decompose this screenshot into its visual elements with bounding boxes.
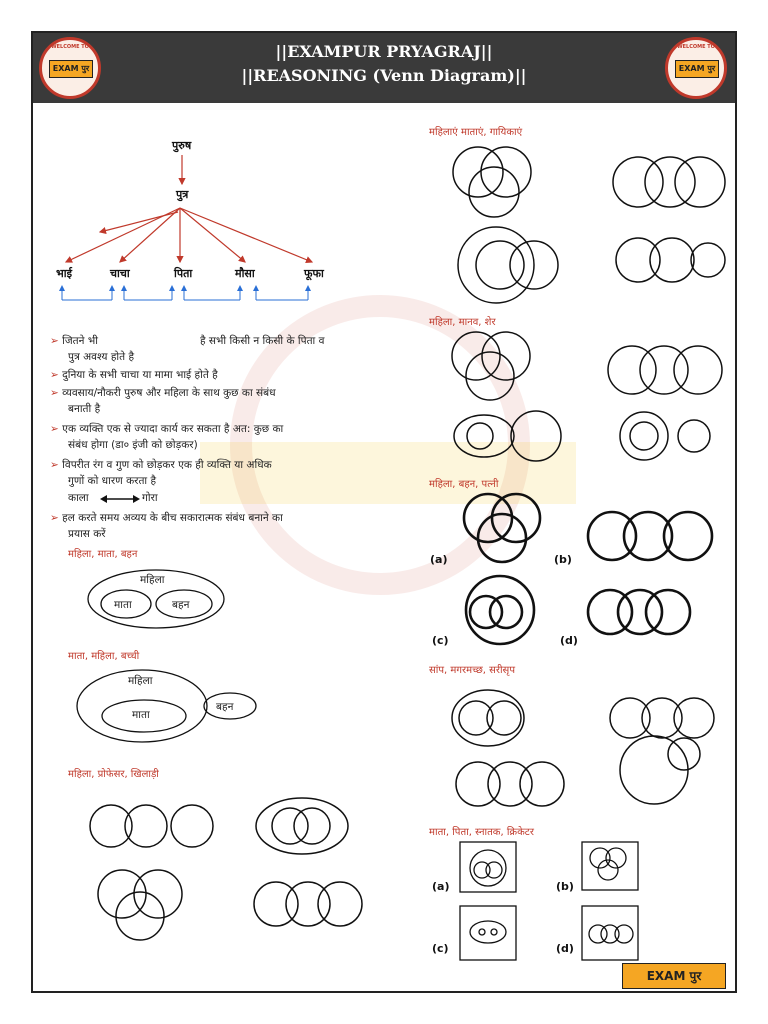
example-1-outer-label: महिला	[140, 574, 165, 586]
footer-logo: EXAM पुर	[622, 963, 726, 989]
question-2-diagrams	[448, 330, 738, 470]
question-2-title: महिला, मानव, शेर	[429, 317, 496, 328]
question-4-diagrams	[448, 684, 738, 834]
q5-option-a: (a)	[432, 880, 450, 893]
tree-leaf-fufa: फूफा	[304, 267, 324, 280]
example-1-left-label: माता	[114, 599, 132, 611]
question-3-diagrams	[430, 492, 730, 652]
q3-option-b: (b)	[554, 553, 572, 566]
logo-ring-text: WELCOME TO	[677, 44, 715, 50]
bullet-4-text: एक व्यक्ति एक से ज्यादा कार्य कर सकता है अत: कुछ का	[62, 423, 284, 435]
bullet-4-line2: संबंध होगा (डा० इंजी को छोड़कर)	[68, 439, 198, 451]
bullet-3: ➢ व्यवसाय/नौकरी पुरुष और महिला के साथ कुछ का संबंध	[50, 387, 276, 399]
bullet-5-text: विपरीत रंग व गुण को छोड़कर एक ही व्यक्ति या अधिक	[62, 459, 272, 471]
q3-option-a: (a)	[430, 553, 448, 566]
bullet-2-text: दुनिया के सभी चाचा या मामा भाई होते है	[62, 369, 218, 381]
bullet-4: ➢ एक व्यक्ति एक से ज्यादा कार्य कर सकता है अत: कुछ का	[50, 423, 284, 435]
tree-leaf-chacha: चाचा	[110, 267, 130, 280]
header-subtitle: ||REASONING (Venn Diagram)||	[241, 66, 527, 85]
question-4-title: सांप, मगरमच्छ, सरीसृप	[429, 665, 515, 676]
question-1-diagrams	[448, 142, 738, 312]
tree-top: पुरुष	[172, 139, 192, 152]
kala-label: काला	[68, 492, 89, 504]
example-2-inner-label: माता	[132, 709, 150, 721]
bullet-5-line2: गुणों को धारण करता है	[68, 475, 157, 487]
q3-option-d: (d)	[560, 634, 578, 647]
tree-leaf-bhai: भाई	[56, 267, 72, 280]
tree-leaf-pita: पिता	[174, 267, 193, 280]
gora-label: गोरा	[142, 492, 158, 504]
double-arrow-icon	[100, 494, 140, 504]
bullet-6: ➢ हल करते समय अव्यय के बीच सकारात्मक संबंध बनाने का	[50, 512, 283, 524]
example-2-title: माता, महिला, बच्ची	[68, 651, 140, 662]
example-3-diagrams	[86, 796, 386, 946]
logo-badge: EXAM पुर	[675, 60, 719, 78]
bullet-1-cont: है सभी किसी न किसी के पिता व	[200, 335, 325, 347]
example-3-title: महिला, प्रोफेसर, खिलाड़ी	[68, 769, 159, 780]
bullet-1-text-a: जितने भी	[62, 335, 98, 347]
example-1-title: महिला, माता, बहन	[68, 549, 138, 560]
bullet-6-line2: प्रयास करें	[68, 528, 106, 540]
bullet-1: ➢ जितने भी	[50, 335, 98, 347]
example-2-side-label: बहन	[216, 701, 234, 713]
bullet-2: ➢ दुनिया के सभी चाचा या मामा भाई होते है	[50, 369, 218, 381]
q5-option-c: (c)	[432, 942, 449, 955]
example-2-outer-label: महिला	[128, 675, 153, 687]
logo-badge: EXAM पुर	[49, 60, 93, 78]
bullet-3-line2: बनाती है	[68, 403, 101, 415]
logo-ring-text: WELCOME TO	[51, 44, 89, 50]
bullet-3-text: व्यवसाय/नौकरी पुरुष और महिला के साथ कुछ का संबंध	[62, 387, 276, 399]
question-5-diagrams	[430, 840, 730, 970]
q5-option-b: (b)	[556, 880, 574, 893]
q5-option-d: (d)	[556, 942, 574, 955]
example-1-right-label: बहन	[172, 599, 190, 611]
question-5-title: माता, पिता, स्नातक, क्रिकेटर	[429, 827, 534, 838]
tree-mid: पुत्र	[176, 188, 189, 201]
question-1-title: महिलाएं माताएं, गायिकाएं	[429, 127, 523, 138]
bullet-1-line2: पुत्र अवश्य होते है	[68, 351, 135, 363]
question-3-title: महिला, बहन, पत्नी	[429, 479, 499, 490]
example-2-diagram	[76, 668, 266, 748]
bullet-6-text: हल करते समय अव्यय के बीच सकारात्मक संबंध बनाने का	[62, 512, 283, 524]
header-title: ||EXAMPUR PRYAGRAJ||	[275, 42, 493, 61]
tree-leaf-mausa: मौसा	[235, 267, 255, 280]
q3-option-c: (c)	[432, 634, 449, 647]
bullet-5: ➢ विपरीत रंग व गुण को छोड़कर एक ही व्यक्ति या अधिक	[50, 459, 272, 471]
